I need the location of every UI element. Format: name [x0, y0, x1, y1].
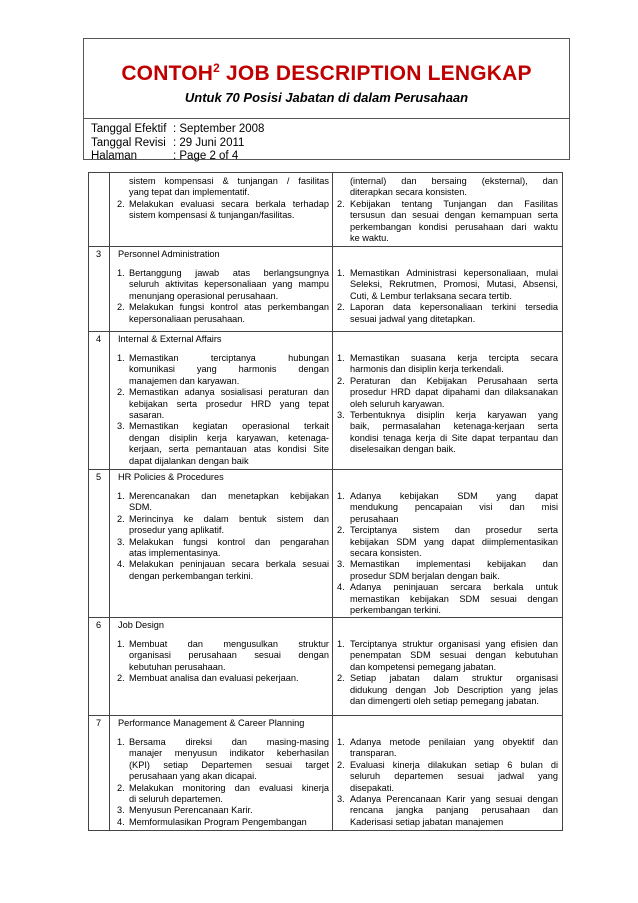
list-item-text: Adanya peninjauan sercara berkala untuk memastikan kebijakan SDM sesuai dengan perkembangan terkini.: [350, 582, 558, 616]
list-item-text: Melakukan evaluasi secara berkala terhadap sistem kompensasi & tunjangan/fasilitas.: [129, 198, 329, 221]
list-item: [337, 582, 558, 616]
list-item: [117, 817, 329, 828]
list-item-text: Merencanakan dan menetapkan kebijakan SDM.: [129, 491, 329, 513]
list-item-number: 1.: [337, 491, 345, 501]
list-item: [337, 302, 558, 325]
list-item-number: 2.: [337, 375, 345, 386]
header-divider: [84, 118, 569, 119]
list-item-text: Membuat analisa dan evaluasi pekerjaan.: [129, 673, 299, 684]
list-item-number: [117, 176, 129, 199]
row-5-results-column: [337, 491, 558, 616]
list-item-text: Peraturan dan Kebijakan Perusahaan serta prosedur HRD dapat dipahami dan dilaksanakan oleh seluruh karyawan.: [350, 375, 558, 409]
row-4-responsibilities-column: [117, 353, 329, 467]
list-item-text: Memformulasikan Program Pengembangan: [129, 816, 307, 827]
list-item-number: 2.: [117, 782, 125, 793]
list-item-text: Terciptanya struktur organisasi yang efisien dan penempatan SDM sesuai dengan kebutuhan dan kompetensi pemegang jabatan.: [350, 639, 558, 672]
list-item-text: Memastikan Administrasi kepersonaliaan, mulai Seleksi, Rekrutmen, Promosi, Mutasi, Absensi, Cuti, & Lembur terlaksana secara tertib.: [350, 268, 558, 301]
row-3-responsibilities-column: [117, 268, 329, 325]
list-item: [117, 805, 329, 816]
list-item: [337, 760, 558, 794]
list-item-number: 4.: [117, 559, 125, 570]
list-item: [117, 673, 329, 684]
row-title: Performance Management & Career Planning: [118, 718, 305, 728]
list-item-number: 2.: [337, 198, 345, 209]
list-item: [337, 673, 558, 707]
row-5-responsibilities-column: [117, 491, 329, 582]
list-item: [117, 514, 329, 537]
list-item: [117, 783, 329, 806]
list-item-number: 2.: [337, 759, 345, 770]
list-item-number: 1.: [117, 737, 125, 747]
list-item-text: Terciptanya sistem dan prosedur serta kebijakan SDM yang dapat diimplementasikan secara konsisten.: [350, 525, 558, 559]
list-item-text: Memastikan adanya sosialisasi peraturan dan kebijakan serta prosedur HRD yang tepat sasaran.: [129, 387, 329, 421]
row-7-responsibilities-column: [117, 737, 329, 828]
meta-row-effective-date: Tanggal Efektif : September 2008: [91, 123, 265, 135]
list-item: [117, 537, 329, 560]
list-item-number: 2.: [117, 302, 125, 313]
row-6-responsibilities-column: [117, 639, 329, 685]
document-title: CONTOH$^2$ JOB DESCRIPTION LENGKAP: [121, 61, 532, 85]
row-3-results-column: [337, 268, 558, 325]
list-item-number: 3.: [337, 794, 345, 805]
document-meta: [91, 123, 264, 164]
list-item: [117, 302, 329, 325]
list-item: [337, 353, 558, 376]
row-4-results-column: [337, 353, 558, 456]
list-item-number: 3.: [117, 421, 125, 432]
list-item-number: 2.: [337, 525, 345, 536]
list-item-text: (internal) dan bersaing (eksternal), dan diterapkan secara konsisten.: [350, 176, 558, 198]
meta-row-revision-date: Tanggal Revisi : 29 Juni 2011: [91, 136, 245, 149]
list-item-number: 3.: [117, 536, 125, 547]
list-item-number: 2.: [117, 673, 125, 684]
document-subtitle: Untuk 70 Posisi Jabatan di dalam Perusahaan: [184, 90, 469, 105]
meta-row-page: Halaman : Page 2 of 4: [91, 150, 239, 162]
job-description-table: [88, 172, 563, 831]
list-item-text: Melakukan fungsi kontrol atas perkembangan kepersonaliaan perusahaan.: [129, 302, 329, 324]
list-item-text: Evaluasi kinerja dilakukan setiap 6 bulan di seluruh departemen sesuai jadwal yang disepakati.: [350, 759, 558, 793]
list-item: [117, 387, 329, 421]
list-item-text: Laporan data kepersonaliaan terkini tersedia sesuai jadwal yang ditetapkan.: [350, 302, 558, 324]
list-item-text: Melakukan fungsi kontrol dan pengarahan atas implementasinya.: [129, 536, 329, 559]
row-title: Job Design: [118, 620, 164, 630]
list-item-number: 2.: [117, 198, 125, 209]
list-item: [117, 559, 329, 582]
list-item-number: 4.: [117, 816, 125, 827]
row-number: 6: [95, 620, 102, 630]
list-item-text: Memastikan suasana kerja tercipta secara harmonis dan disiplin kerja terkendali.: [350, 353, 558, 375]
row-title: Personnel Administration: [118, 249, 220, 259]
list-item: [337, 737, 558, 760]
list-item-number: [337, 176, 350, 199]
list-item-number: 2.: [337, 673, 345, 684]
list-item-text: Memastikan terciptanya hubungan komunikasi yang harmonis dengan manajemen dan karyawan.: [129, 353, 329, 386]
list-item-number: 3.: [337, 410, 345, 421]
list-item-number: 1.: [117, 353, 125, 363]
list-item-number: 2.: [337, 302, 345, 313]
list-item: [337, 376, 558, 410]
list-item-text: Kebijakan tentang Tunjangan dan Fasilitas tersusun dan sesuai dengan kemampuan serta perkembangan kondisi perusahaan dari waktu ke waktu.: [350, 198, 558, 244]
list-item-text: Merincinya ke dalam bentuk sistem dan prosedur yang aplikatif.: [129, 513, 329, 536]
list-item-text: Memastikan implementasi kebijakan dan prosedur SDM berjalan dengan baik.: [350, 559, 558, 581]
list-item-text: Bertanggung jawab atas berlangsungnya seluruh aktivitas kepersonaliaan yang mampu menunjang operasional perusahaan.: [129, 268, 329, 301]
list-item-number: 1.: [337, 353, 345, 363]
list-item-number: 1.: [117, 491, 125, 501]
list-item: [117, 639, 329, 673]
list-item-text: Adanya metode penilaian yang obyektif dan transparan.: [350, 737, 558, 759]
list-item-text: Memastikan kegiatan operasional terkait dengan disiplin kerja karyawan, ketenaga- kerjaan, serta pemantauan atas kondisi Site dapat dijalankan dengan baik: [129, 421, 329, 466]
title-superscript: 2: [213, 61, 221, 75]
document-header: [83, 38, 570, 160]
continuation-right-column: [337, 176, 558, 244]
row-title: HR Policies & Procedures: [118, 472, 224, 482]
row-7-results-column: [337, 737, 558, 828]
list-item-number: 4.: [337, 582, 345, 593]
list-item: [337, 199, 558, 245]
list-item-text: Bersama direksi dan masing-masing manajer menyusun indikator keberhasilan (KPI) setiap Departemen sesuai target perusahaan yang akan dicapai.: [129, 737, 329, 782]
list-item: [117, 491, 329, 514]
list-item-number: 1.: [337, 268, 345, 278]
row-number: 5: [95, 472, 102, 482]
list-item-text: Setiap jabatan dalam struktur organisasi didukung dengan Job Description yang jelas dan dimengerti oleh setiap pemegang jabatan.: [350, 673, 558, 707]
list-item: [337, 491, 558, 525]
list-item-text: Menyusun Perencanaan Karir.: [129, 805, 253, 816]
list-item-number: 1.: [117, 639, 125, 649]
list-item: [337, 525, 558, 559]
list-item-number: 2.: [117, 387, 125, 398]
list-item-number: 3.: [117, 805, 125, 816]
row-number: 3: [95, 249, 102, 259]
list-item: [337, 639, 558, 673]
list-item-number: 1.: [117, 268, 125, 278]
list-item-text: Melakukan peninjauan secara berkala sesuai dengan perkembangan terkini.: [129, 559, 329, 581]
row-number: 4: [95, 334, 102, 344]
list-item: [117, 268, 329, 302]
list-item-text: Adanya kebijakan SDM yang dapat mendukung pencapaian visi dan misi perusahaan: [350, 491, 558, 524]
list-item: [117, 737, 329, 783]
list-item: [337, 794, 558, 828]
list-item: [117, 421, 329, 467]
row-number: 7: [95, 718, 102, 728]
list-item-text: Adanya Perencanaan Karir yang sesuai dengan rencana jangka panjang perusahaan dan Kaderisasi setiap jabatan manajemen: [350, 794, 558, 827]
list-item-text: Terbentuknya disiplin kerja karyawan yang baik, permasalahan ketenaga-kerjaan serta kondisi tenaga kerja di Site dapat terpantau dan diselesaikan dengan baik.: [350, 410, 558, 455]
row-title: Internal & External Affairs: [118, 334, 222, 344]
list-item-text: sistem kompensasi & tunjangan / fasilitas yang tepat dan implementatif.: [129, 176, 329, 198]
list-item: [117, 353, 329, 387]
list-item: [117, 199, 329, 222]
list-item: [337, 410, 558, 456]
list-item: [337, 268, 558, 302]
list-item-text: Membuat dan mengusulkan struktur organisasi perusahaan sesuai dengan kebutuhan perusahaan.: [129, 639, 329, 672]
row-6-results-column: [337, 639, 558, 707]
list-item-number: 1.: [337, 737, 345, 747]
list-item-text: Melakukan monitoring dan evaluasi kinerja di seluruh departemen.: [129, 782, 329, 805]
list-item: [117, 176, 329, 199]
list-item-number: 1.: [337, 639, 345, 649]
list-item-number: 3.: [337, 559, 345, 570]
list-item: [337, 176, 558, 199]
list-item-number: 2.: [117, 513, 125, 524]
list-item: [337, 559, 558, 582]
continuation-left-column: [117, 176, 329, 222]
